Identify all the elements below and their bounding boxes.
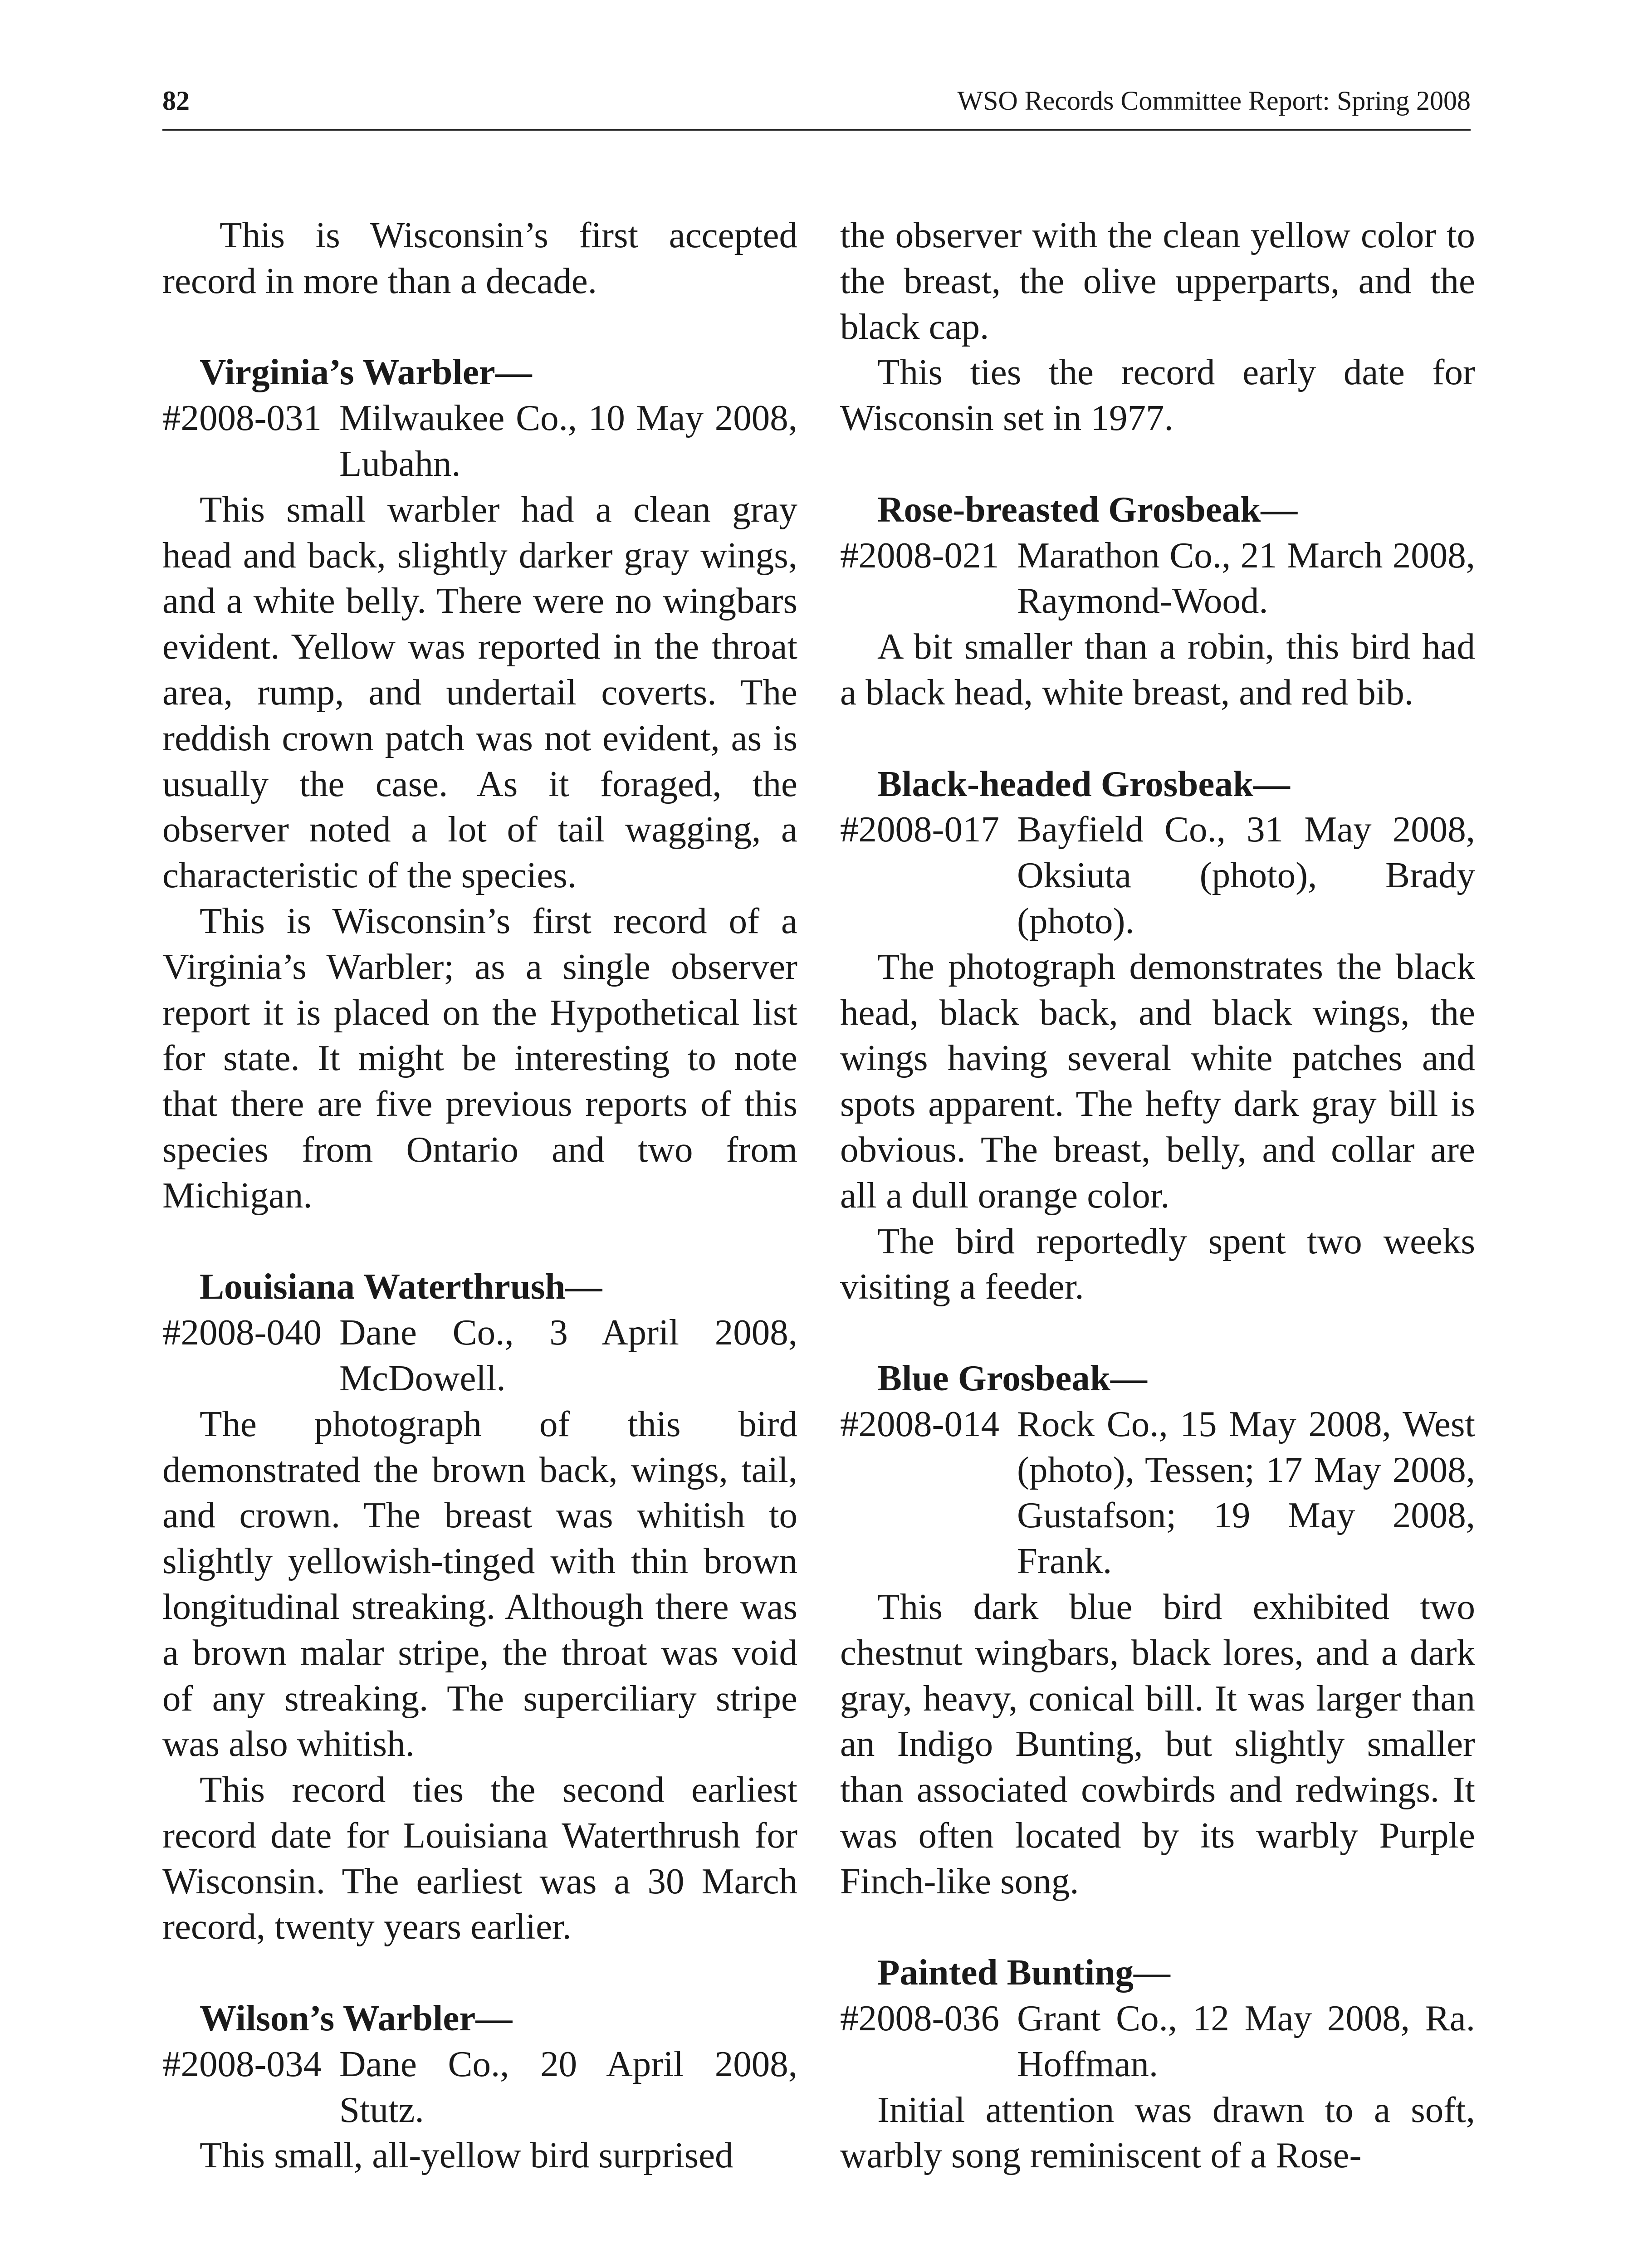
species-heading-virginias-warbler: Virginia’s Warbler— (200, 352, 532, 393)
species-heading-wilsons-warbler: Wilson’s Warbler— (200, 1998, 513, 2039)
species-heading-blue-grosbeak: Blue Grosbeak— (877, 1357, 1147, 1398)
body-paragraph: The photograph of this bird demonstrated the brown back, wings, tail, and crown. The breast was whitish to slightly yellowish-tinged with thin brown longitudinal streaking. Although there was a brown malar stripe, the throat was void of any streaking. The superciliary stripe was also whitish. (162, 1403, 797, 1765)
body-paragraph: A bit smaller than a robin, this bird had a black head, white breast, and red bib. (840, 626, 1475, 713)
record-location: Bayfield Co., 31 May 2008, Oksiuta (photo), Brady (photo). (1017, 809, 1475, 941)
record-location: Grant Co., 12 May 2008, Ra. Hoffman. (1017, 1998, 1475, 2084)
running-header (162, 82, 1471, 131)
record-number: #2008-040 (162, 1312, 322, 1353)
body-paragraph: This is Wisconsin’s first record of a Virginia’s Warbler; as a single observer report it is placed on the Hypothetical list for state. It might be interesting to note that there are five previous reports of this species from Ontario and two from Michigan. (162, 900, 797, 1216)
record-entry (162, 2041, 797, 2133)
body-paragraph: This ties the record early date for Wisconsin set in 1977. (840, 352, 1475, 439)
record-number: #2008-031 (162, 397, 322, 439)
body-paragraph: This dark blue bird exhibited two chestnut wingbars, black lores, and a dark gray, heavy, conical bill. It was larger than an Indigo Bunting, but slightly smaller than associated cowbirds and redwings. It was often located by its warbly Purple Finch-like song. (840, 1586, 1475, 1901)
intro-paragraph: This is Wisconsin’s first accepted record in more than a decade. (162, 215, 797, 301)
right-column (840, 212, 1475, 2178)
page-number: 82 (162, 86, 190, 116)
species-heading-rose-breasted-grosbeak: Rose-breasted Grosbeak— (877, 489, 1298, 530)
body-paragraph: Initial attention was drawn to a soft, warbly song reminiscent of a Rose- (840, 2089, 1475, 2176)
record-number: #2008-036 (840, 1998, 999, 2039)
left-column (162, 212, 797, 2178)
record-number: #2008-034 (162, 2043, 322, 2084)
body-paragraph: This record ties the second earliest record date for Louisiana Waterthrush for Wisconsin. The earliest was a 30 March record, twenty years earlier. (162, 1769, 797, 1947)
record-entry (840, 807, 1475, 943)
body-paragraph: The bird reportedly spent two weeks visiting a feeder. (840, 1220, 1475, 1307)
record-location: Marathon Co., 21 March 2008, Raymond-Wood. (1017, 534, 1475, 621)
body-paragraph: The photograph demonstrates the black head, black back, and black wings, the wings having several white patches and spots apparent. The hefty dark gray bill is obvious. The breast, belly, and collar are all a dull orange color. (840, 946, 1475, 1216)
record-number: #2008-021 (840, 534, 999, 576)
record-entry (840, 1401, 1475, 1584)
species-heading-louisiana-waterthrush: Louisiana Waterthrush— (200, 1266, 602, 1307)
record-location: Dane Co., 3 April 2008, McDowell. (339, 1312, 797, 1398)
running-title: WSO Records Committee Report: Spring 2008 (957, 86, 1471, 116)
record-number: #2008-017 (840, 809, 999, 850)
body-paragraph: This small warbler had a clean gray head and back, slightly darker gray wings, and a white belly. There were no wingbars evident. Yellow was reported in the throat area, rump, and undertail coverts. The reddish crown patch was not evident, as is usually the case. As it foraged, the observer noted a lot of tail wagging, a characteristic of the species. (162, 489, 797, 896)
record-number: #2008-014 (840, 1403, 999, 1444)
body-paragraph: This small, all-yellow bird surprised (200, 2135, 733, 2176)
record-entry (840, 533, 1475, 624)
record-location: Milwaukee Co., 10 May 2008, Lubahn. (339, 397, 797, 484)
species-heading-black-headed-grosbeak: Black-headed Grosbeak— (877, 763, 1290, 804)
record-location: Rock Co., 15 May 2008, West (photo), Tessen; 17 May 2008, Gustafson; 19 May 2008, Frank. (1017, 1403, 1475, 1582)
record-location: Dane Co., 20 April 2008, Stutz. (339, 2043, 797, 2130)
record-entry (162, 395, 797, 487)
continued-paragraph: the observer with the clean yellow color to the breast, the olive upperparts, and the black cap. (840, 215, 1475, 347)
record-entry (840, 1995, 1475, 2087)
species-heading-painted-bunting: Painted Bunting— (877, 1952, 1170, 1993)
record-entry (162, 1310, 797, 1401)
